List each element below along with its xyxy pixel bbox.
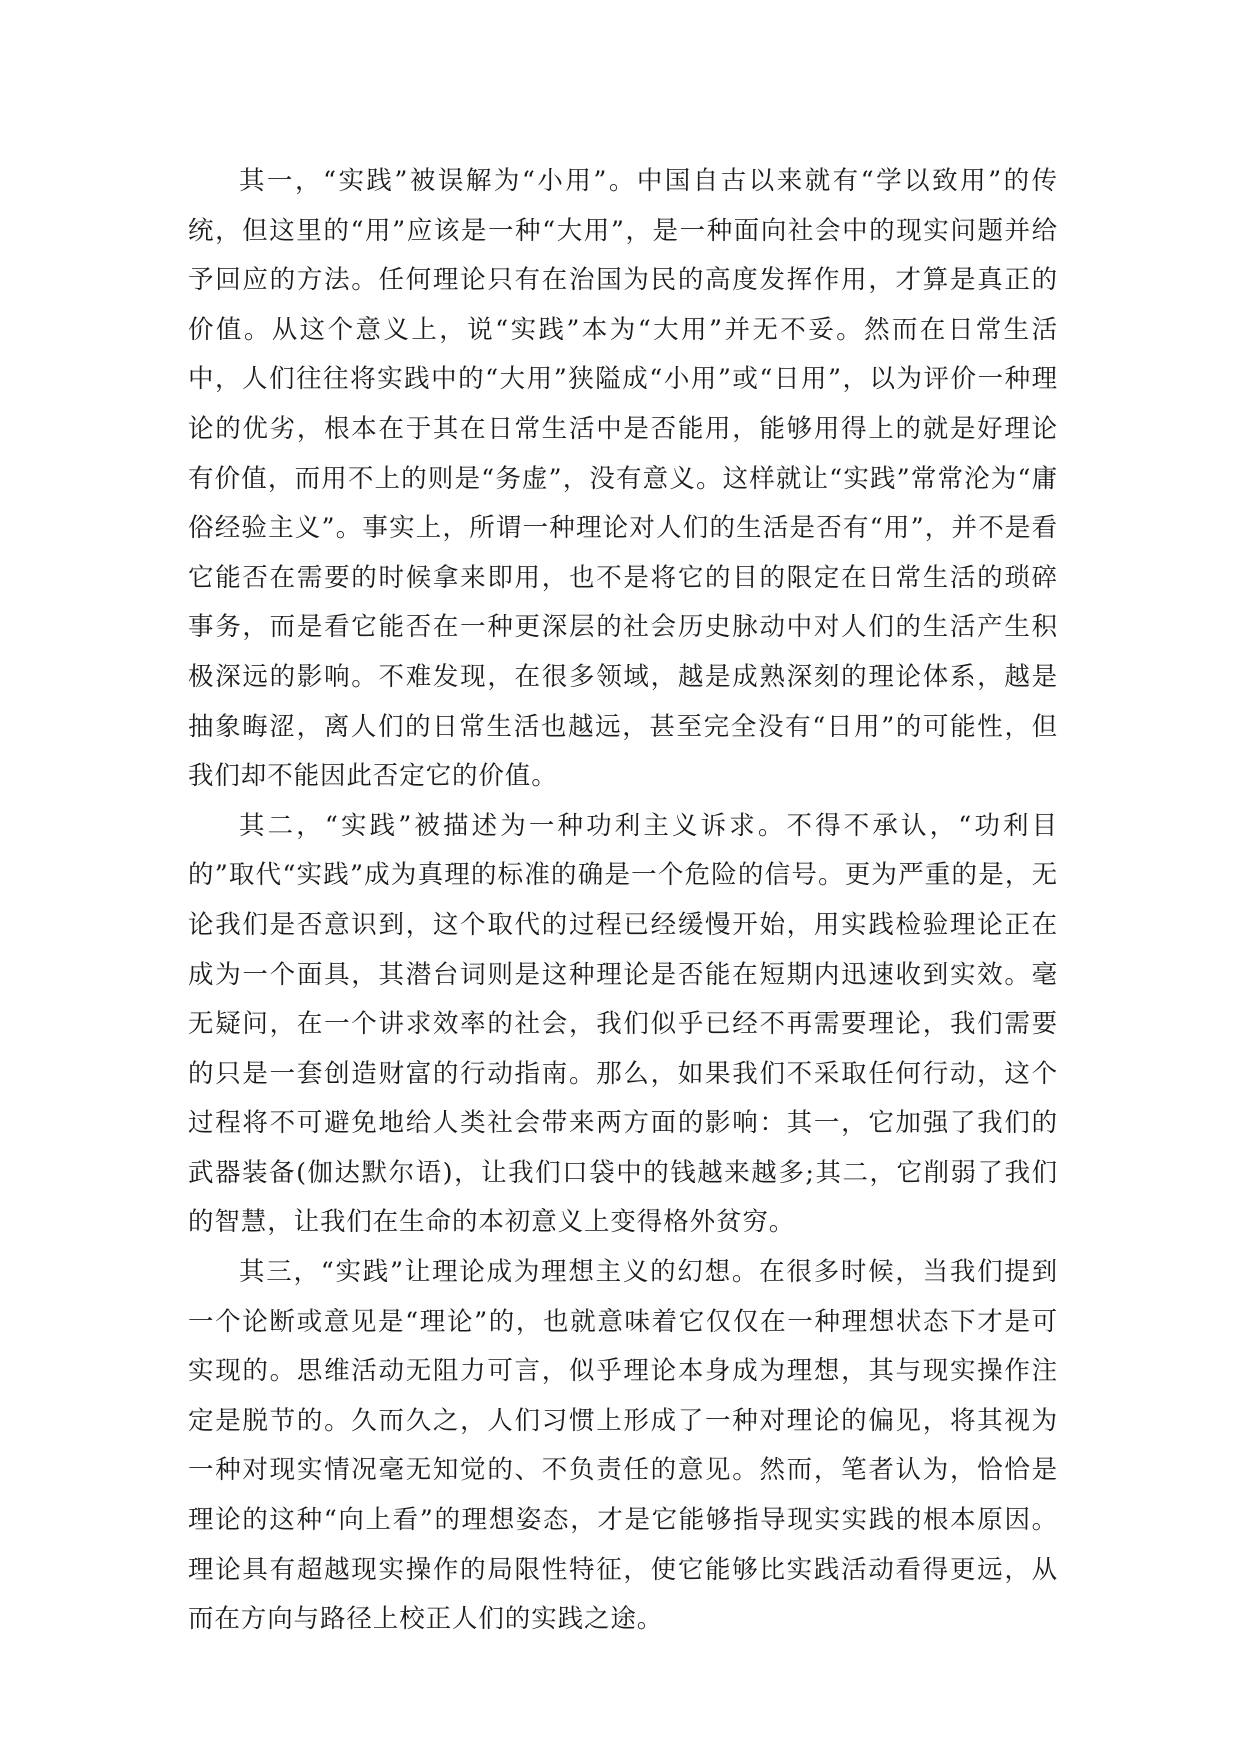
paragraph-2: 其二，“实践”被描述为一种功利主义诉求。不得不承认，“功利目的”取代“实践”成为真理的标准的确是一个危险的信号。更为严重的是，无论我们是否意识到，这个取代的过程已经缓慢开始，用实践检验理论正在成为一个面具，其潜台词则是这种理论是否能在短期内迅速收到实效。毫无疑问，在一个讲求效率的社会，我们似乎已经不再需要理论，我们需要的只是一套创造财富的行动指南。那么，如果我们不采取任何行动，这个过程将不可避免地给人类社会带来两方面的影响：其一，它加强了我们的武器装备(伽达默尔语)，让我们口袋中的钱越来越多;其二，它削弱了我们的智慧，让我们在生命的本初意义上变得格外贫穷。 [188,810,1058,1238]
paragraph-3: 其三，“实践”让理论成为理想主义的幻想。在很多时候，当我们提到一个论断或意见是“理论”的，也就意味着它仅仅在一种理想状态下才是可实现的。思维活动无阻力可言，似乎理论本身成为理想，其与现实操作注定是脱节的。久而久之，人们习惯上形成了一种对理论的偏见，将其视为一种对现实情况毫无知觉的、不负责任的意见。然而，笔者认为，恰恰是理论的这种“向上看”的理想姿态，才是它能够指导现实实践的根本原因。理论具有超越现实操作的局限性特征，使它能够比实践活动看得更远，从而在方向与路径上校正人们的实践之途。 [188,1257,1058,1635]
document-body [188,157,1058,1645]
paragraph-1: 其一，“实践”被误解为“小用”。中国自古以来就有“学以致用”的传统，但这里的“用”应该是一种“大用”，是一种面向社会中的现实问题并给予回应的方法。任何理论只有在治国为民的高度发挥作用，才算是真正的价值。从这个意义上，说“实践”本为“大用”并无不妥。然而在日常生活中，人们往往将实践中的“大用”狭隘成“小用”或“日用”，以为评价一种理论的优劣，根本在于其在日常生活中是否能用，能够用得上的就是好理论有价值，而用不上的则是“务虚”，没有意义。这样就让“实践”常常沦为“庸俗经验主义”。事实上，所谓一种理论对人们的生活是否有“用”，并不是看它能否在需要的时候拿来即用，也不是将它的目的限定在日常生活的琐碎事务，而是看它能否在一种更深层的社会历史脉动中对人们的生活产生积极深远的影响。不难发现，在很多领域，越是成熟深刻的理论体系，越是抽象晦涩，离人们的日常生活也越远，甚至完全没有“日用”的可能性，但我们却不能因此否定它的价值。 [188,166,1058,792]
